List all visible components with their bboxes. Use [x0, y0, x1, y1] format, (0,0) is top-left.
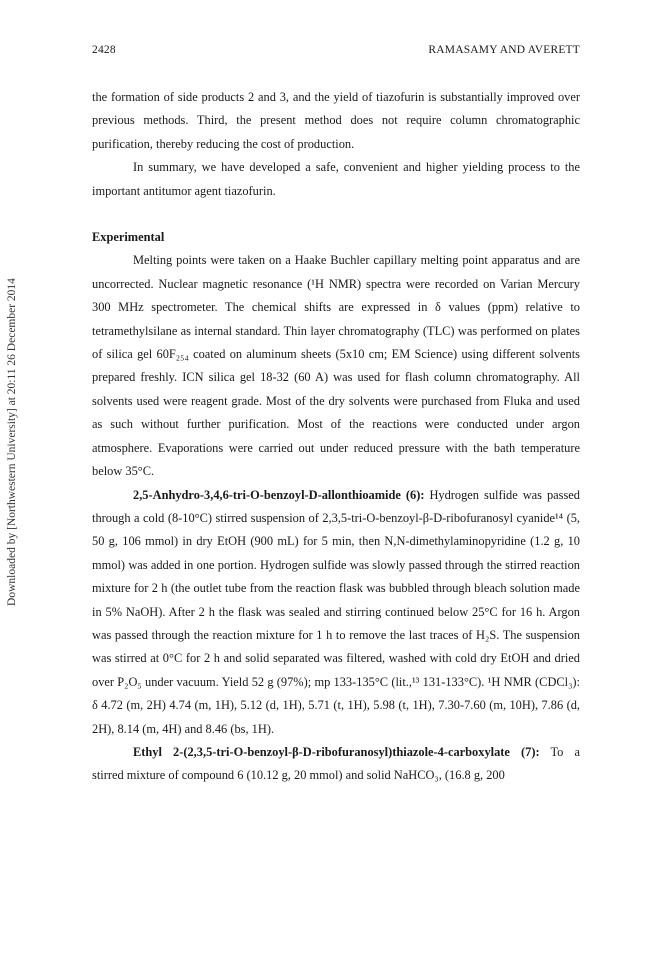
running-head: RAMASAMY AND AVERETT [428, 44, 580, 56]
compound-7-title: Ethyl 2-(2,3,5-tri-O-benzoyl-β-D-ribofuranosyl)thiazole-4-carboxylate (7): [133, 744, 540, 759]
section-heading-experimental: Experimental [92, 230, 165, 245]
download-notice: Downloaded by [Northwestern University] at 20:11 26 December 2014 [6, 278, 18, 606]
article-body [92, 86, 580, 788]
paragraph-compound-7 [92, 741, 580, 788]
section-spacer [92, 203, 580, 226]
paragraph-summary: In summary, we have developed a safe, convenient and higher yielding process to the important antitumor agent tiazofurin. [92, 160, 580, 198]
compound-6-title: 2,5-Anhydro-3,4,6-tri-O-benzoyl-D-allonthioamide (6): [133, 487, 425, 502]
paragraph-compound-6 [92, 484, 580, 741]
compound-6-procedure: Hydrogen sulfide was passed through a cold (8-10°C) stirred suspension of 2,3,5-tri-O-benzoyl-β-D-ribofuranosyl cyanide¹⁴ (5, 50 g, 106 mmol) in dry EtOH (900 mL) for 5 min, then N,N-dimethylaminopyridine (1.2 g, 10 mmol) was added in one portion. Hydrogen sulfide was slowly passed through the stirred reaction mixture for 2 h (the outlet tube from the reaction flask was bubbled through bleach solution made in 5% NaOH). After 2 h the flask was sealed and stirring continued below 25°C for 16 h. Argon was passed through the reaction mixture for 1 h to remove the last traces of H₂S. The suspension was stirred at 0°C for 2 h and solid separated was filtered, washed with cold dry EtOH and dried over P₂O₅ under vacuum. Yield 52 g (97%); mp 133-135°C (lit.,¹³ 131-133°C). ¹H NMR (CDCl₃): δ 4.72 (m, 2H) 4.74 (m, 1H), 5.12 (d, 1H), 5.71 (t, 1H), 5.98 (t, 1H), 7.30-7.60 (m, 10H), 7.86 (d, 2H), 8.14 (m, 4H) and 8.46 (bs, 1H). [92, 487, 580, 736]
paragraph-conclusion: the formation of side products 2 and 3, and the yield of tiazofurin is substantially improved over previous methods. Third, the present method does not require column chromatographic purification, thereby reducing the cost of production. [92, 90, 580, 151]
compound-7-procedure: To a stirred mixture of compound 6 (10.12 g, 20 mmol) and solid NaHCO₃, (16.8 g, 200 [92, 744, 580, 783]
page-number: 2428 [92, 44, 116, 56]
page-header [92, 44, 580, 60]
download-notice-sidebar [4, 222, 20, 662]
paragraph-general-methods: Melting points were taken on a Haake Buchler capillary melting point apparatus and are uncorrected. Nuclear magnetic resonance (¹H NMR) spectra were recorded on Varian Mercury 300 MHz spectrometer. The chemical shifts are expressed in δ values (ppm) relative to tetramethylsilane as internal standard. Thin layer chromatography (TLC) was performed on plates of silica gel 60F₂₅₄ coated on aluminum sheets (5x10 cm; EM Science) using different solvents prepared freshly. ICN silica gel 18-32 (60 A) was used for flash column chromatography. All solvents used were reagent grade. Most of the dry solvents were purchased from Fluka and used as such without further purification. Most of the reactions were conducted under argon atmosphere. Evaporations were carried out under reduced pressure with the bath temperature below 35°C. [92, 253, 580, 479]
